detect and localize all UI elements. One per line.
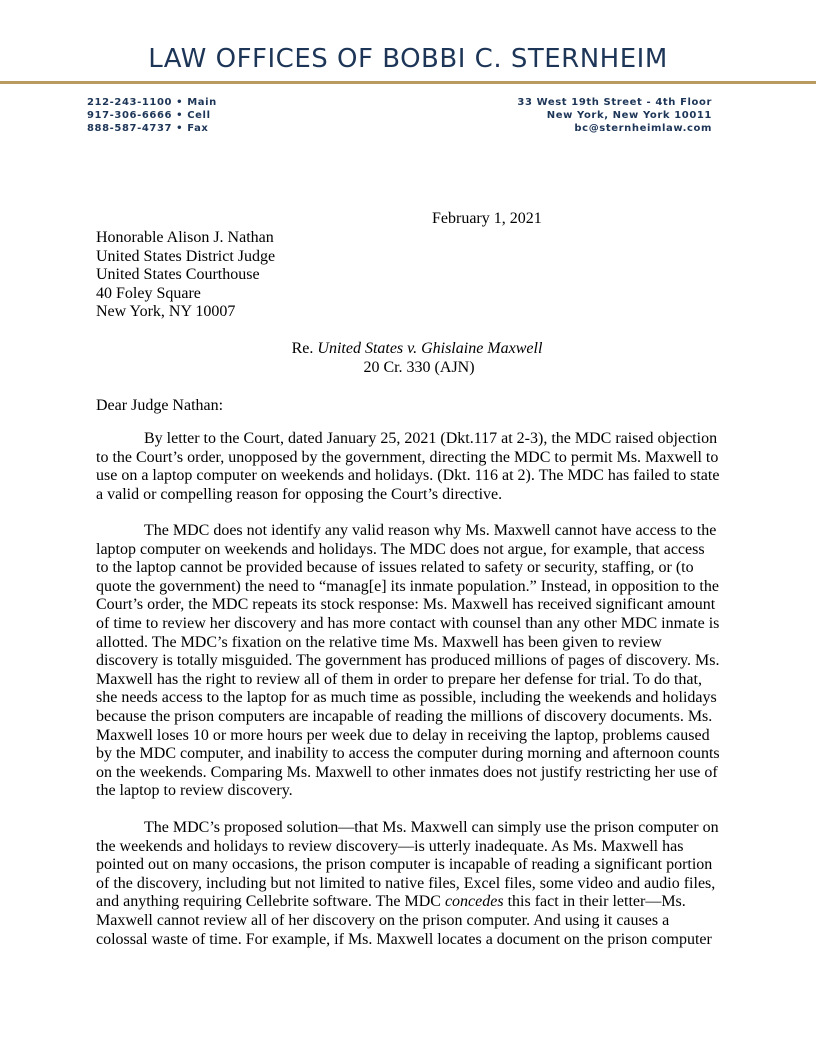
re-line: [9, 340, 816, 359]
letterhead-address-block: [517, 96, 712, 135]
firm-city: New York, New York 10011: [546, 110, 712, 121]
paragraph-3-emphasis: concedes: [444, 893, 504, 911]
recipient-line: United States Courthouse: [96, 266, 260, 284]
firm-email: bc@sternheimlaw.com: [574, 123, 712, 134]
letterhead-phone-block: [87, 96, 217, 135]
phone-main: 212-243-1100 • Main: [87, 97, 217, 108]
paragraph-3: [96, 819, 720, 949]
re-block: [0, 340, 816, 377]
phone-fax: 888-587-4737 • Fax: [87, 123, 209, 134]
recipient-line: Honorable Alison J. Nathan: [96, 229, 274, 246]
letterhead-firm-name: LAW OFFICES OF BOBBI C. STERNHEIM: [148, 44, 668, 74]
recipient-line: United States District Judge: [96, 247, 276, 265]
paragraph-3-text-b: this fact in their letter—Ms. Maxwell cannot review all of her discovery on the prison computer. And using it causes a colossal waste of time. For example, if Ms. Maxwell locates a document on the prison computer: [96, 893, 712, 948]
firm-street: 33 West 19th Street - 4th Floor: [517, 97, 712, 108]
paragraph-1: By letter to the Court, dated January 25, 2021 (Dkt.117 at 2-3), the MDC raised objection to the Court’s order, unopposed by the government, directing the MDC to permit Ms. Maxwell to use on a laptop computer on weekends and holidays. (Dkt. 116 at 2). The MDC has failed to state a valid or compelling reason for opposing the Court’s directive.: [96, 430, 720, 503]
paragraph-2: The MDC does not identify any valid reason why Ms. Maxwell cannot have access to the laptop computer on weekends and holidays. The MDC does not argue, for example, that access to the laptop cannot be provided because of issues related to safety or security, staffing, or (to quote the government) the need to “manag[e] its inmate population.” Instead, in opposition to the Court’s order, the MDC repeats its stock response: Ms. Maxwell has received significant amount of time to review her discovery and has more contact with counsel than any other MDC inmate is allotted. The MDC’s fixation on the relative time Ms. Maxwell has been given to review discovery is totally misguided. The government has produced millions of pages of discovery. Ms. Maxwell has the right to review all of them in order to prepare her defense for trial. To do that, she needs access to the laptop for as much time as possible, including the weekends and holidays because the prison computers are incapable of reading the millions of discovery documents. Ms. Maxwell loses 10 or more hours per week due to delay in receiving the laptop, problems caused by the MDC computer, and inability to access the computer during morning and afternoon counts on the weekends. Comparing Ms. Maxwell to other inmates does not justify restricting her use of the laptop to review discovery.: [96, 522, 720, 800]
letterhead-divider: [0, 81, 816, 84]
recipient-address: [96, 229, 275, 322]
recipient-line: 40 Foley Square: [96, 284, 201, 302]
paragraph-3-text-a: The MDC’s proposed solution—that Ms. Maxwell can simply use the prison computer on the weekends and holidays to review discovery—is utterly inadequate. As Ms. Maxwell has pointed out on many occasions, the prison computer is incapable of reading a significant portion of the discovery, including but not limited to native files, Excel files, some video and audio files, and anything requiring Cellebrite software. The MDC: [96, 819, 719, 911]
phone-cell: 917-306-6666 • Cell: [87, 110, 211, 121]
letter-date: February 1, 2021: [432, 210, 542, 227]
docket-number: 20 Cr. 330 (AJN): [363, 358, 475, 376]
salutation: Dear Judge Nathan:: [96, 397, 224, 414]
case-name: United States v. Ghislaine Maxwell: [317, 340, 543, 357]
re-prefix: Re.: [291, 340, 318, 357]
recipient-line: New York, NY 10007: [96, 303, 236, 321]
